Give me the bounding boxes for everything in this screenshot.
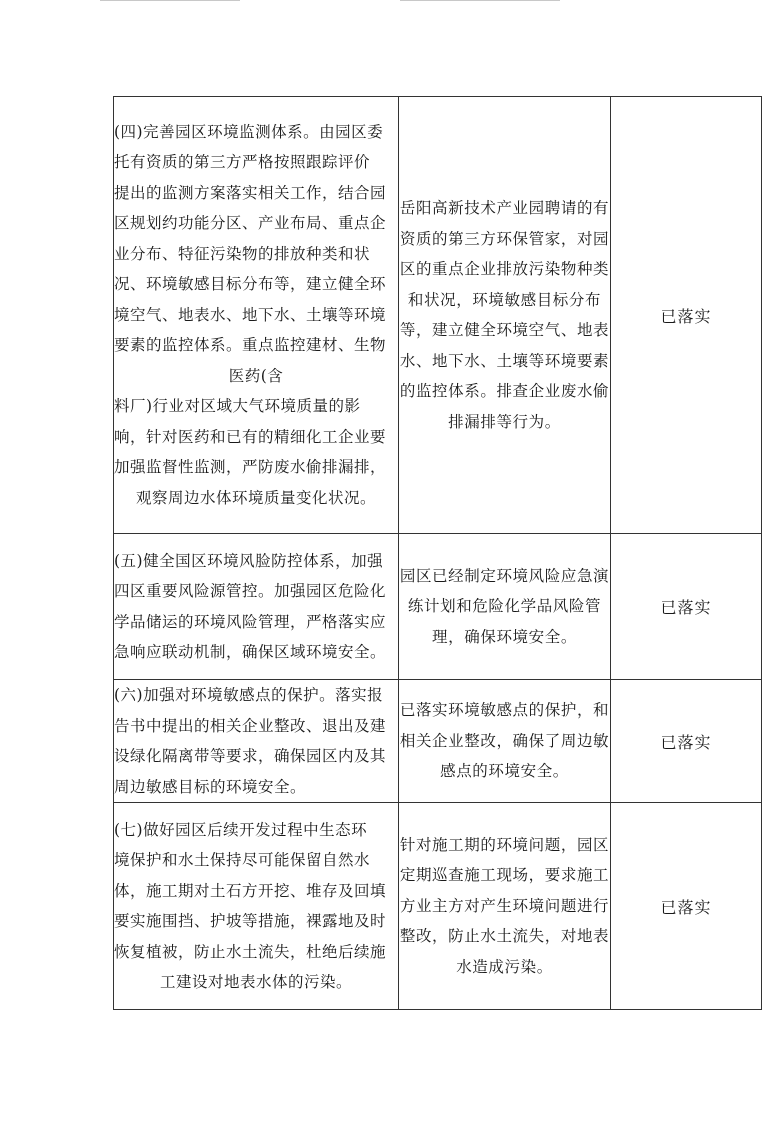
status-cell: 已落实 [611, 97, 762, 534]
requirement-cell [114, 680, 399, 803]
requirement-line: 要素的监控体系。重点监控建材、生物 [114, 336, 387, 355]
status-cell: 已落实 [611, 680, 762, 803]
audit-table-container [113, 96, 761, 1010]
requirement-line: (七)做好园区后续开发过程中生态环 [114, 820, 368, 839]
requirement-line: 医药(含 [228, 366, 284, 385]
requirement-line: 区规划约功能分区、产业布局、重点企 [114, 214, 387, 233]
table-row [114, 534, 762, 680]
requirement-line: 境空气、地表水、地下水、土壤等环境 [114, 305, 387, 324]
requirement-line: 业分布、特征污染物的排放种类和状 [114, 244, 371, 263]
status-cell: 已落实 [611, 534, 762, 680]
requirement-line: 境保护和水土保持尽可能保留自然水 [114, 851, 371, 869]
requirement-line: 四区重要风险源管控。加强园区危险化 [114, 582, 387, 600]
requirement-line: 工建设对地表水体的污染。 [159, 973, 352, 991]
scan-edge-mark-right [400, 0, 560, 1]
table-row [114, 680, 762, 803]
requirement-cell [114, 97, 399, 534]
requirement-line: (五)健全国区环境风脸防控体系，加强 [114, 551, 384, 570]
requirement-cell [114, 534, 399, 680]
requirement-line: 提出的监测方案落实相关工作，结合园 [114, 183, 387, 202]
status-cell: 已落实 [611, 803, 762, 1010]
implementation-cell: 已落实环境敏感点的保护，和相关企业整改，确保了周边敏感点的环境安全。 [399, 680, 611, 803]
table-row [114, 803, 762, 1010]
requirement-line: 加强监督性监测，严防废水偷排漏排， [114, 458, 387, 477]
requirement-line: 急响应联动机制，确保区域环境安全。 [114, 643, 387, 661]
requirement-line: 料厂)行业对区域大气环境质量的影 [114, 397, 361, 416]
implementation-cell: 岳阳高新技术产业园聘请的有资质的第三方环保管家，对园区的重点企业排放污染物种类和状况，环境敏感目标分布等，建立健全环境空气、地表水、地下水、土壤等环境要素的监控体系。排查企业废水偷排漏排等行为。 [399, 97, 611, 534]
requirement-line: 体，施工期对土石方开挖、堆存及回填 [114, 881, 387, 900]
requirement-line: 周边敏感目标的环境安全。 [114, 777, 307, 796]
audit-table [113, 96, 762, 1010]
requirement-line: 学品储运的环境风险管理，严格落实应 [114, 612, 387, 631]
scan-edge-mark-left [100, 0, 240, 1]
requirement-line: (四)完善园区环境监测体系。由园区委 [114, 122, 384, 141]
requirement-line: 观察周边水体环境质量变化状况。 [135, 488, 376, 507]
requirement-cell [114, 803, 399, 1010]
requirement-line: 响，针对医药和已有的精细化工企业要 [114, 427, 387, 446]
implementation-cell: 园区已经制定环境风险应急演练计划和危险化学品风险管理，确保环境安全。 [399, 534, 611, 680]
requirement-line: (六)加强对环境敏感点的保护。落实报 [114, 686, 384, 704]
requirement-line: 况、环境敏感目标分布等，建立健全环 [114, 275, 387, 294]
requirement-line: 要实施围挡、护坡等措施，裸露地及时 [114, 912, 387, 930]
requirement-line: 告书中提出的相关企业整改、退出及建 [114, 716, 387, 735]
requirement-line: 托有资质的第三方严格按照跟踪评价 [114, 153, 371, 172]
implementation-cell: 针对施工期的环境问题，园区定期巡查施工现场，要求施工方业主方对产生环境问题进行整改，防止水土流失，对地表水造成污染。 [399, 803, 611, 1010]
requirement-line: 设绿化隔离带等要求，确保园区内及其 [114, 747, 387, 765]
requirement-line: 恢复植被，防止水土流失，杜绝后续施 [114, 942, 387, 961]
table-row [114, 97, 762, 534]
